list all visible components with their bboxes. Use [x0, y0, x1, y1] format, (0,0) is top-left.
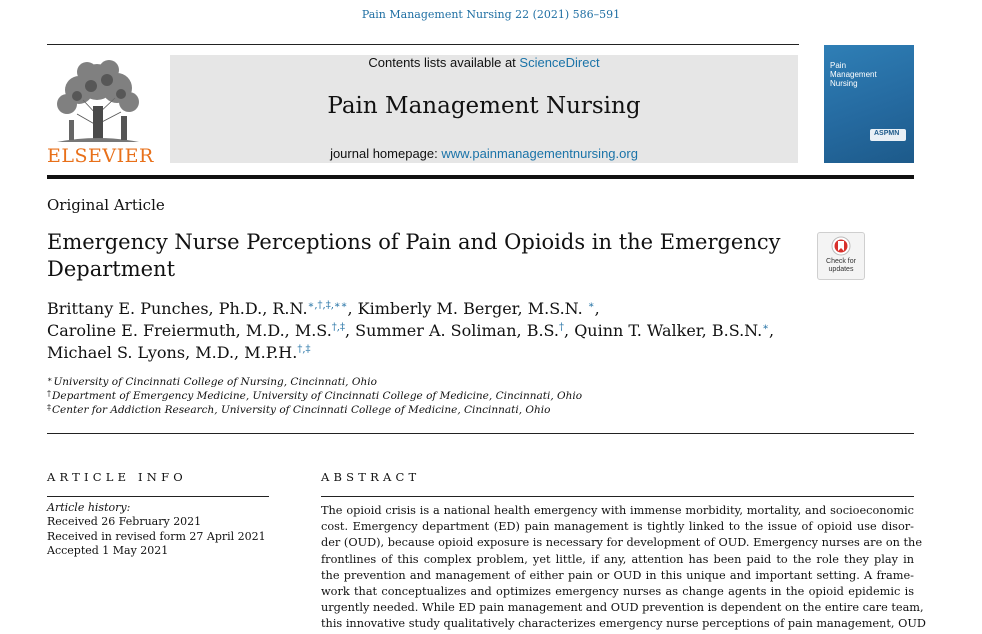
abstract-line: The opioid crisis is a national health emergency with immense morbidity, mortality, and socioeconomic: [321, 504, 914, 517]
cover-title-line-1: Pain: [830, 61, 847, 70]
section-divider: [47, 433, 914, 434]
author-name[interactable]: Summer A. Soliman, B.S.: [355, 321, 560, 340]
contents-lists-label: Contents lists available at: [368, 55, 520, 70]
abstract-line: frontlines of this complex problem, yet little, if any, attention has been paid to the role they play in: [321, 552, 914, 566]
article-history-label: Article history:: [47, 501, 131, 514]
abstract-line: der (OUD), because opioid exposure is necessary for development of OUD. Emergency nurses are on the: [321, 536, 923, 550]
received-date: Received 26 February 2021: [47, 515, 202, 528]
abstract-line: this innovative study qualitatively characterizes emergency nurse perceptions of pain management, OUD: [321, 617, 926, 631]
author-line-3: [47, 343, 907, 362]
article-info-rule: [47, 496, 269, 497]
article-info-heading: ARTICLE INFO: [47, 470, 187, 484]
affiliation-mark: †: [47, 389, 51, 398]
affiliation: [47, 403, 550, 416]
author-marks[interactable]: †: [559, 322, 565, 333]
author-line-1: [47, 299, 907, 318]
author-name[interactable]: Brittany E. Punches, Ph.D., R.N.: [47, 299, 308, 318]
affiliation-text: Center for Addiction Research, University of Cincinnati College of Medicine, Cincinnati, Ohio: [52, 404, 551, 416]
journal-homepage-line: [170, 146, 798, 161]
publisher-wordmark[interactable]: ELSEVIER: [47, 145, 154, 167]
author-name[interactable]: Kimberly M. Berger, M.S.N.: [357, 299, 583, 318]
affiliation-mark: ‡: [47, 403, 51, 412]
journal-title: Pain Management Nursing: [327, 93, 641, 119]
cover-title-line-2: Management: [830, 70, 877, 79]
author-marks[interactable]: ∗: [587, 300, 595, 311]
author-name[interactable]: Caroline E. Freiermuth, M.D., M.S.: [47, 321, 332, 340]
affiliation-text: University of Cincinnati College of Nursing, Cincinnati, Ohio: [53, 376, 377, 388]
abstract-body: [321, 503, 926, 633]
cover-badge-text: ASPMN: [874, 130, 900, 137]
affiliation: [47, 375, 377, 388]
journal-citation[interactable]: Pain Management Nursing 22 (2021) 586–591: [361, 8, 621, 21]
author-separator: ,: [344, 321, 356, 340]
homepage-label: journal homepage:: [330, 146, 442, 161]
abstract-line: work that conceptualizes and optimizes emergency nurses as change agents in the opioid epidemic is: [321, 585, 914, 599]
check-for-updates-label: [818, 258, 864, 274]
article-title: Emergency Nurse Perceptions of Pain and Opioids in the Emergency Department: [47, 230, 781, 281]
abstract-line: cost. Emergency department (ED) pain management is tightly linked to the issue of opioid use disor-: [321, 520, 914, 534]
abstract-line: the prevention and management of either pain or OUD in this unique and important setting. A frame-: [321, 568, 914, 582]
sciencedirect-link[interactable]: ScienceDirect: [519, 55, 600, 70]
author-marks[interactable]: †,‡: [297, 344, 311, 355]
header-top-rule: [47, 44, 799, 45]
affiliation-mark: ∗: [47, 375, 53, 384]
article-type: Original Article: [47, 196, 165, 214]
affiliation-text: Department of Emergency Medicine, University of Cincinnati College of Medicine, Cincinnati, Ohio: [52, 390, 583, 402]
header-thick-rule: [47, 175, 914, 179]
author-marks[interactable]: ∗,†,‡,∗∗: [307, 300, 348, 311]
abstract-line: urgently needed. While ED pain management and OUD prevention is dependent on the entire care team,: [321, 601, 924, 615]
author-name[interactable]: Quinn T. Walker, B.S.N.: [574, 321, 763, 340]
journal-homepage-link[interactable]: www.painmanagementnursing.org: [441, 146, 638, 161]
abstract-heading: ABSTRACT: [321, 470, 421, 484]
author-separator: ,: [347, 299, 358, 318]
cover-title-line-3: Nursing: [830, 79, 858, 88]
author-line-2: [47, 321, 907, 340]
author-marks[interactable]: ∗: [762, 322, 770, 333]
author-separator: ,: [769, 321, 775, 340]
check-for-updates-line-2: updates: [828, 266, 854, 273]
author-separator: ,: [564, 321, 575, 340]
contents-lists-line: [170, 55, 798, 70]
author-name[interactable]: Michael S. Lyons, M.D., M.P.H.: [47, 343, 298, 362]
check-for-updates-button[interactable]: [817, 232, 865, 280]
check-for-updates-line-1: Check for: [826, 258, 856, 265]
bookmark-icon: [831, 236, 851, 256]
abstract-rule: [321, 496, 914, 497]
accepted-date: Accepted 1 May 2021: [47, 544, 169, 557]
author-separator: ,: [594, 299, 600, 318]
affiliation: [47, 389, 582, 402]
journal-cover-thumbnail[interactable]: [824, 45, 914, 163]
author-marks[interactable]: †,‡: [331, 322, 345, 333]
revised-date: Received in revised form 27 April 2021: [47, 530, 266, 543]
cover-title: [830, 61, 910, 88]
